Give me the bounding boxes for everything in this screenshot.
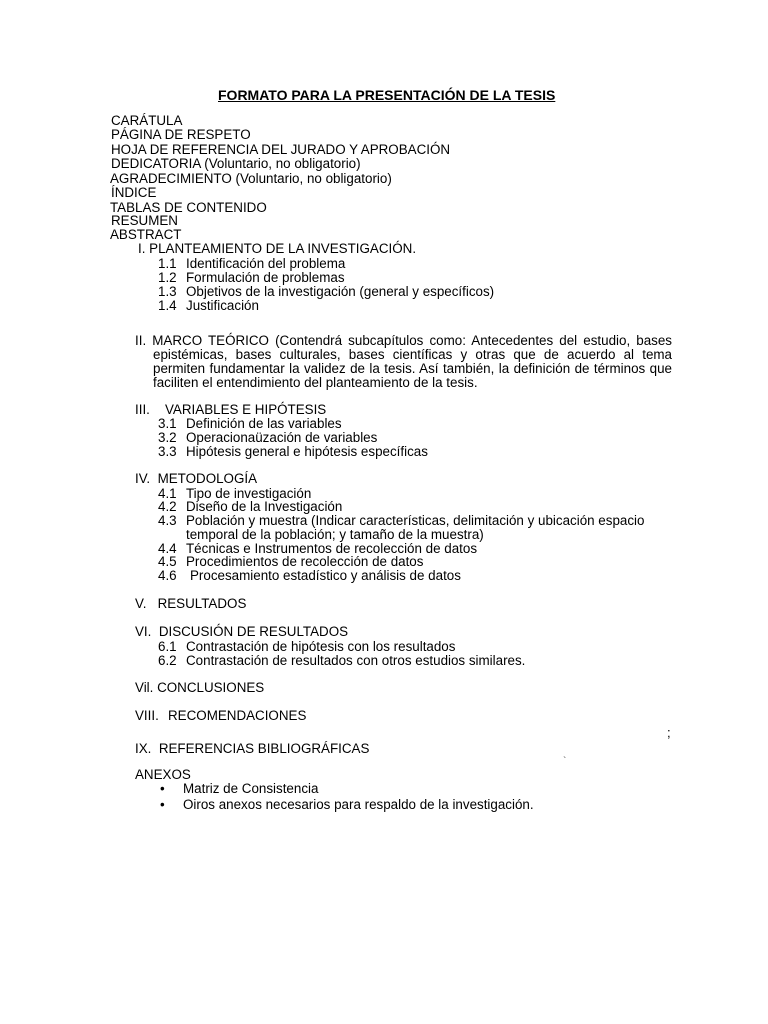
subsection-number: 4.4: [158, 541, 177, 556]
annex-item: Matriz de Consistencia: [183, 781, 319, 796]
section-paragraph-line: epistémicas, bases culturales, bases científicas y otras que de acuerdo al tema: [153, 347, 672, 362]
annexes-heading: ANEXOS: [135, 767, 191, 782]
subsection-text: Contrastación de hipótesis con los resultados: [186, 639, 456, 654]
subsection-text: Contrastación de resultados con otros estudios similares.: [186, 653, 526, 668]
subsection-text: Hipótesis general e hipótesis específicas: [186, 444, 428, 459]
stray-mark: ;: [667, 725, 671, 740]
section-heading: VARIABLES E HIPÓTESIS: [165, 402, 327, 417]
bullet-icon: •: [160, 797, 165, 812]
section-heading: RECOMENDACIONES: [168, 708, 307, 723]
subsection-number: 3.1: [158, 416, 177, 431]
subsection-text: Técnicas e Instrumentos de recolección de datos: [186, 541, 478, 556]
subsection-text: Procesamiento estadístico y análisis de datos: [190, 568, 461, 583]
subsection-number: 1.3: [158, 284, 177, 299]
section-heading: IX. REFERENCIAS BIBLIOGRÁFICAS: [135, 741, 370, 756]
front-matter-item: AGRADECIMIENTO (Voluntario, no obligatorio): [110, 171, 392, 186]
subsection-number: 3.3: [158, 444, 177, 459]
subsection-text-continuation: temporal de la población; y tamaño de la muestra): [186, 527, 484, 542]
subsection-number: 3.2: [158, 430, 177, 445]
subsection-text: Tipo de investigación: [186, 486, 312, 501]
front-matter-item: ABSTRACT: [110, 227, 182, 242]
subsection-number: 6.1: [158, 639, 177, 654]
subsection-number: 1.1: [158, 256, 177, 271]
subsection-number: 4.3: [158, 513, 177, 528]
subsection-number: 1.4: [158, 298, 177, 313]
front-matter-item: CARÁTULA: [111, 113, 183, 128]
section-number: VIII.: [135, 708, 159, 723]
subsection-text: Diseño de la Investigación: [186, 499, 343, 514]
subsection-number: 4.1: [158, 486, 177, 501]
subsection-text: Formulación de problemas: [186, 270, 345, 285]
subsection-number: 1.2: [158, 270, 177, 285]
stray-mark: `: [563, 756, 567, 767]
section-paragraph-line: faciliten el entendimiento del planteamiento de la tesis.: [153, 375, 478, 390]
subsection-number: 6.2: [158, 653, 177, 668]
section-number: III.: [135, 402, 150, 417]
subsection-number: 4.6: [158, 568, 177, 583]
bullet-icon: •: [160, 781, 165, 796]
subsection-text: Objetivos de la investigación (general y específicos): [186, 284, 495, 299]
document-title: FORMATO PARA LA PRESENTACIÓN DE LA TESIS: [218, 87, 556, 103]
subsection-number: 4.2: [158, 499, 177, 514]
section-paragraph-line: permiten fundamentar la validez de la tesis. Así también, la definición de términos que: [153, 361, 672, 376]
section-heading: I. PLANTEAMIENTO DE LA INVESTIGACIÓN.: [138, 241, 417, 256]
section-heading: II. MARCO TEÓRICO (Contendrá subcapítulos como: Antecedentes del estudio, bases: [135, 333, 672, 348]
front-matter-item: PÁGINA DE RESPETO: [111, 127, 251, 142]
subsection-number: 4.5: [158, 554, 177, 569]
section-heading: Vil. CONCLUSIONES: [135, 680, 265, 695]
section-heading: VI. DISCUSIÓN DE RESULTADOS: [135, 624, 349, 639]
front-matter-item: DEDICATORIA (Voluntario, no obligatorio): [111, 156, 361, 171]
section-heading: V. RESULTADOS: [135, 596, 247, 611]
section-heading: IV. METODOLOGÍA: [135, 471, 258, 486]
subsection-text: Identificación del problema: [186, 256, 346, 271]
subsection-text: Procedimientos de recolección de datos: [186, 554, 424, 569]
subsection-text: Justificación: [186, 298, 259, 313]
annex-item: Oiros anexos necesarios para respaldo de la investigación.: [183, 797, 534, 812]
subsection-text: Operacionaüzación de variables: [186, 430, 378, 445]
front-matter-item: ÍNDICE: [111, 185, 157, 200]
subsection-text: Definición de las variables: [186, 416, 342, 431]
front-matter-item: HOJA DE REFERENCIA DEL JURADO Y APROBACIÓN: [111, 142, 451, 157]
front-matter-item: RESUMEN: [111, 213, 178, 228]
subsection-text: Población y muestra (Indicar características, delimitación y ubicación espacio: [186, 513, 645, 528]
front-matter-item: TABLAS DE CONTENIDO: [110, 200, 267, 215]
